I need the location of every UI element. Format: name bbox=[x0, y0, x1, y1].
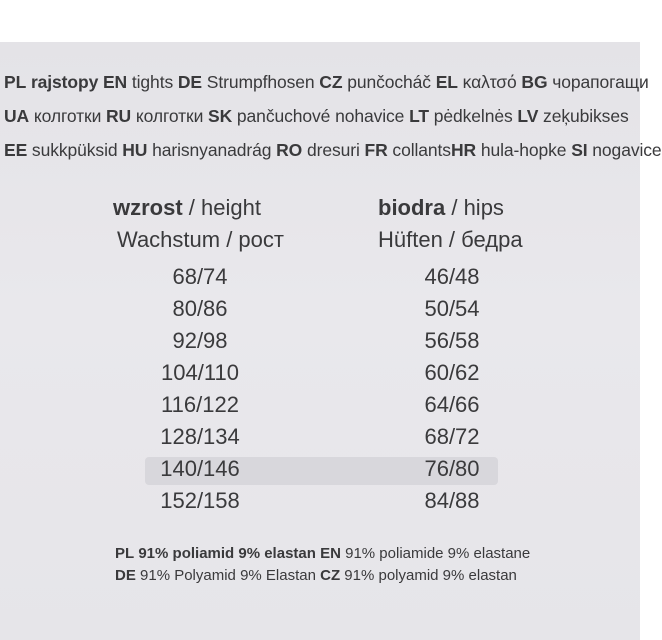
height-value: 68/74 bbox=[172, 264, 228, 289]
composition-text: 91% poliamid 9% elastan bbox=[138, 545, 316, 562]
lang-code: DE bbox=[177, 72, 202, 92]
lang-word: pančuchové nohavice bbox=[236, 106, 405, 126]
lang-code: HU bbox=[122, 140, 148, 160]
lang-word: καλτσό bbox=[462, 72, 517, 92]
height-value: 104/110 bbox=[161, 360, 239, 385]
lang-code: DE bbox=[115, 567, 136, 584]
hips-header-bold: biodra bbox=[378, 195, 446, 220]
composition-line-1 bbox=[115, 545, 530, 562]
lang-code: EE bbox=[4, 140, 28, 160]
lang-word: Strumpfhosen bbox=[206, 72, 315, 92]
lang-code: HR bbox=[450, 140, 477, 160]
height-value: 116/122 bbox=[161, 392, 239, 417]
lang-word: pėdkelnės bbox=[433, 106, 513, 126]
height-value: 128/134 bbox=[160, 424, 240, 449]
lang-code: SK bbox=[208, 106, 233, 126]
lang-word: punčocháč bbox=[347, 72, 431, 92]
lang-word: чорапогащи bbox=[552, 72, 649, 92]
height-value: 152/158 bbox=[160, 488, 240, 513]
lang-word: tights bbox=[131, 72, 174, 92]
composition-line-2 bbox=[115, 567, 517, 584]
hips-value: 60/62 bbox=[424, 360, 480, 385]
lang-word: zeķubikses bbox=[543, 106, 629, 126]
height-value: 140/146 bbox=[160, 456, 240, 481]
lang-word: колготки bbox=[33, 106, 102, 126]
lang-code: PL bbox=[115, 545, 135, 562]
lang-code: CZ bbox=[320, 567, 341, 584]
hips-header-rest: / hips bbox=[445, 195, 504, 220]
hips-value: 84/88 bbox=[424, 488, 480, 513]
height-header-line2: Wachstum / рост bbox=[117, 227, 284, 252]
composition-text: 91% polyamid 9% elastan bbox=[344, 567, 517, 584]
height-value: 80/86 bbox=[172, 296, 228, 321]
label-sheet bbox=[0, 42, 662, 640]
hips-column bbox=[360, 42, 550, 602]
lang-code: PL bbox=[4, 72, 27, 92]
hips-value: 56/58 bbox=[424, 328, 480, 353]
hips-value: 50/54 bbox=[424, 296, 480, 321]
lang-code: RO bbox=[276, 140, 303, 160]
hips-value: 76/80 bbox=[424, 456, 480, 481]
height-value: 92/98 bbox=[172, 328, 228, 353]
composition-text: 91% Polyamid 9% Elastan bbox=[140, 567, 316, 584]
hips-header-line2: Hüften / бедра bbox=[378, 227, 523, 252]
lang-code: EN bbox=[102, 72, 128, 92]
lang-word: collants bbox=[392, 140, 451, 160]
height-header-bold: wzrost bbox=[113, 195, 183, 220]
lang-code: EN bbox=[320, 545, 341, 562]
lang-code: LV bbox=[517, 106, 539, 126]
lang-code: EL bbox=[435, 72, 458, 92]
hips-value: 64/66 bbox=[424, 392, 480, 417]
lang-word: dresuri bbox=[306, 140, 360, 160]
height-header bbox=[113, 195, 261, 221]
lang-code: FR bbox=[364, 140, 388, 160]
lang-word: nogavice bbox=[592, 140, 662, 160]
lang-word: rajstopy bbox=[30, 72, 99, 92]
hips-header bbox=[378, 195, 504, 221]
lang-word: колготки bbox=[135, 106, 204, 126]
hips-value: 46/48 bbox=[424, 264, 480, 289]
height-header-rest: / height bbox=[182, 195, 261, 220]
lang-word: sukkpüksid bbox=[31, 140, 118, 160]
lang-code: RU bbox=[106, 106, 132, 126]
composition-text: 91% poliamide 9% elastane bbox=[345, 545, 531, 562]
height-column bbox=[102, 42, 295, 602]
lang-code: CZ bbox=[319, 72, 343, 92]
lang-code: LT bbox=[409, 106, 429, 126]
lang-code: UA bbox=[4, 106, 30, 126]
lang-code: SI bbox=[571, 140, 588, 160]
hips-value: 68/72 bbox=[424, 424, 480, 449]
lang-word: harisnyanadrág bbox=[152, 140, 272, 160]
lang-word: hula-hopke bbox=[480, 140, 567, 160]
lang-code: BG bbox=[521, 72, 548, 92]
